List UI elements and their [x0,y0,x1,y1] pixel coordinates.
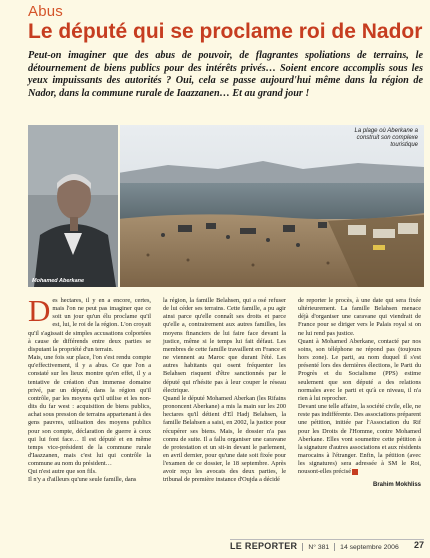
portrait-inset [28,125,120,287]
issue-date: 14 septembre 2006 [340,544,399,551]
paragraph-text: Devant une telle affaire, la société civile, elle, ne reste pas indifférente. Des associations préparent une pétition, initiée par l'Association du Rif pour les Droits de l'Homme, contre Mohamed Aberkane. Elles vont soumettre cette pétition à la signature d'autres associations et aux résidents marocains à l'étranger. Enfin, la pétition (avec les signatures) sera adressée à SM le Roi, nousont-elles précisé [298,403,421,476]
paragraph [28,293,151,354]
end-mark-icon [352,469,358,475]
article-column-1 [28,293,151,485]
inset-caption: Mohamed Aberkane [32,278,85,284]
author-signature: Brahim Mokhliss [372,482,421,489]
paragraph: la région, la famille Belahsen, qui a osé refuser de lui céder ses terrains. Cette famille, a pu agir ainsi parce qu'elle connaît ses droits et parce qu'elle a, contrairement aux autres familles, les moyens financiers de lui faire face devant la justice, même si le temps lui fait défaut. Les membres de cette famille travaillent en France et ne viennent au Maroc que durant l'été. Les autres habitants qui osent fréquenter les Belahsen risquent d'être sanctionnés par le député qui n'hésite pas à leur couper le réseau électrique. [163,297,286,394]
publication-logo: LE REPORTER [230,541,298,551]
paragraph-text: es hectares, il y en a encore, certes, mais l'on ne peut pas imaginer que ce soit un jour qu'un élu proclame qu'il est, lui, le roi de la région. L'on croyait qu'il s'agissait de simples accusations colportées à cause de différends entre deux parties se disputant la propriété d'un terrain. [28,297,151,353]
paragraph: de reporter le procès, à une date qui sera fixée ultérieurement. La famille Belahsen menace déjà d'organiser une caravane qui viendrait de France pour se diriger vers le Palais royal si on ne lui rend pas justice. [298,297,421,337]
page-number: 27 [413,540,424,550]
article-column-3 [298,297,421,490]
photo-caption: La plage où Aberkane a construit son complexe touristique [354,128,418,148]
footer-divider [302,543,303,551]
portrait-image [28,125,118,287]
paragraph: Quant à Mohamed Aberkane, contacté par nos soins, son téléphone ne répond pas (toujours hors zone). Le parti, au nom duquel il s'est présenté lors des dernières élections, le Parti du Progrès et du Socialisme (PPS) estime seulement que son député a des relations normales avec le parti et qu'à ce niveau, il n'a rien à lui reprocher. [298,337,421,402]
article-column-2 [163,297,286,485]
issue-number: N° 381 [308,544,330,551]
paragraph: Il n'y a d'ailleurs qu'une seule famille, dans [28,476,137,484]
footer-divider [334,543,335,551]
beach-photo [28,125,424,287]
paragraph: Quand le député Mohamed Aberkan (les Rifains prononcent Aberkane) a mis la main sur les 200 hectares qu'il détient d'El Hadj Belahsen, la famille Belahsen a saisi, en 2002, la justice pour récupérer ses biens. Mais, le dossier n'a pas connu de suite. Il a fallu organiser une caravane de protestation et un sit-in devant le parlement, en avril dernier, pour qu'une date soit fixée pour l'examen de ce dossier, le 18 septembre. Après avoir reçu les avocats des deux parties, le tribunal de première instance d'Oujda a décidé [163,394,286,484]
paragraph: Qui n'est autre que son fils. [28,468,97,476]
article-headline: Le député qui se proclame roi de Nador [28,20,423,43]
paragraph [298,403,421,476]
page-footer [230,541,424,553]
article-lede: Peut-on imaginer que des abus de pouvoir, de flagrantes spoliations de terrains, le détournement de biens publics pour des intérêts privés… Soient encore accomplis sous les yeux impuissants des autorités ? Oui, cela se passe aujourd'hui même dans la région de Nador, dans la commune rurale de Iaazzanen… Et au grand jour ! [28,50,423,99]
drop-cap: D [28,293,51,328]
paragraph: Mais, une fois sur place, l'on s'est rendu compte qu'effectivement, il y a abus. Ce que l'on a constaté sur les lieux montre qu'en effet, il y a tentative de création d'un immense domaine privé, par un député, dans la région qu'il contrôle, par les moyens qu'il utilise et les non-dits du far west : acquisition de biens publics, achat sous pression de terrains appartenant à des gens pauvres, utilisation des moyens publics pour son compte, déclaration de guerre à ceux qui lui font face… Il est député et en même temps vice-président de la commune rurale d'Iaazzanen, mais c'est lui qui contrôle la commune au nom du président… [28,354,151,468]
footer-rule [230,539,424,540]
section-rubric: Abus [28,3,63,20]
